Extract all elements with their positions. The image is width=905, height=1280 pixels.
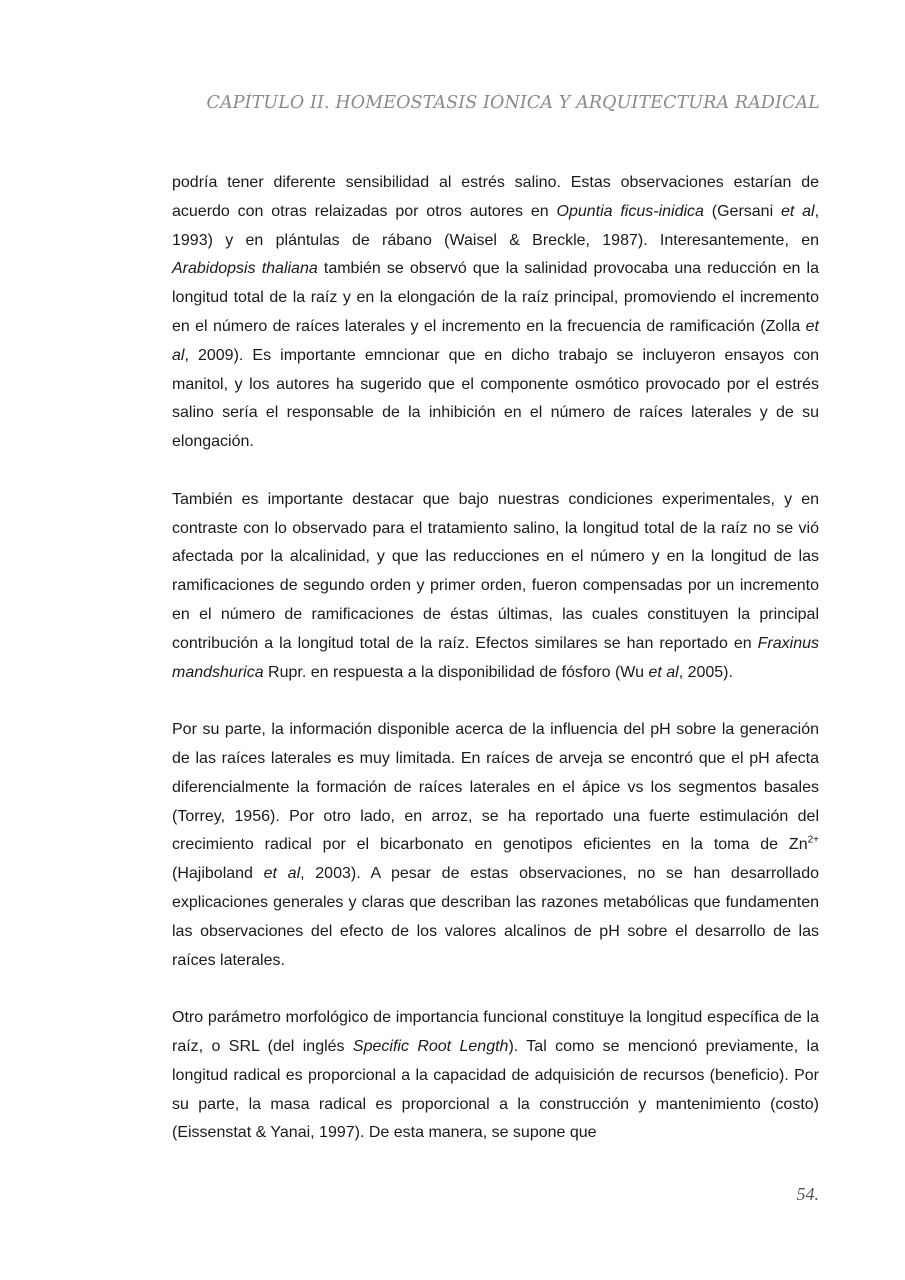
text-run: , 1993) y en plántulas de rábano (Waisel & Breckle, 1987). Interesantemente, en (172, 202, 820, 249)
italic-text: Specific Root Length (352, 1037, 509, 1055)
page-number: 54. (796, 1184, 819, 1204)
paragraph-4 (172, 1004, 819, 1148)
paragraph-2 (172, 486, 819, 688)
running-header: CAPÍTULO II. HOMEOSTASIS IÓNICA Y ARQUITECTURA RADICAL (206, 93, 820, 113)
text-run: ). Tal como se mencionó previamente, la longitud radical es proporcional a la capacidad de adquisición de recursos (beneficio). Por su parte, la masa radical es proporcional a la construcción y mantenimiento (costo) (Eissenstat & Yanai, 1997). De esta manera, se supone que (172, 1037, 819, 1142)
italic-text: Fraxinus mandshurica (172, 634, 819, 681)
italic-text: Arabidopsis thaliana (172, 260, 318, 278)
italic-text: et al (172, 317, 819, 364)
paragraph-3 (172, 716, 819, 975)
paragraph-1 (172, 169, 819, 457)
text-run: también se observó que la salinidad provocaba una reducción en la longitud total de la raíz y en la elongación de la raíz principal, promoviendo el incremento en el número de raíces laterales y el incremento en la frecuencia de ramificación (Zolla (172, 260, 820, 335)
text-run: También es importante destacar que bajo nuestras condiciones experimentales, y en contraste con lo observado para el tratamiento salino, la longitud total de la raíz no se vió afectada por la alcalinidad, y que las reducciones en el número y en la longitud de las ramificaciones de segundo orden y primer orden, fueron compensadas por un incremento en el número de ramificaciones de éstas últimas, las cuales constituyen la principal contribución a la longitud total de la raíz. Efectos similares se han reportado en (172, 490, 819, 652)
italic-text: Opuntia ficus-inidica (556, 202, 704, 220)
text-run: Otro parámetro morfológico de importancia funcional constituye la longitud específica de la raíz, o SRL (del inglés (172, 1009, 819, 1055)
italic-text: et al (780, 202, 815, 220)
italic-text: et al (648, 663, 679, 681)
body-text (172, 169, 819, 1148)
text-run: (Hajiboland (172, 865, 264, 883)
superscript: 2+ (807, 835, 819, 846)
text-run: , 2009). Es importante emncionar que en dicho trabajo se incluyeron ensayos con manitol, y los autores ha sugerido que el componente osmótico provocado por el estrés salino sería el responsable de la inhibición en el número de raíces laterales y de su elongación. (172, 346, 819, 451)
text-run: Por su parte, la información disponible acerca de la influencia del pH sobre la generación de las raíces laterales es muy limitada. En raíces de arveja se encontró que el pH afecta diferencialmente la formación de raíces laterales en el ápice vs los segmentos basales (Torrey, 1956). Por otro lado, en arroz, se ha reportado una fuerte estimulación del crecimiento radical por el bicarbonato en genotipos eficientes en la toma de Zn (172, 721, 819, 854)
italic-text: et al (263, 865, 301, 883)
text-run: , 2003). A pesar de estas observaciones, no se han desarrollado explicaciones generales y claras que describan las razones metabólicas que fundamenten las observaciones del efecto de los valores alcalinos de pH sobre el desarrollo de las raíces laterales. (172, 865, 819, 969)
text-run: , 2005). (678, 663, 733, 681)
text-run: (Gersani (703, 202, 781, 220)
text-run: Rupr. en respuesta a la disponibilidad de fósforo (Wu (263, 663, 649, 681)
text-run: podría tener diferente sensibilidad al estrés salino. Estas observaciones estarían de acuerdo con otras relaizadas por otros autores en (172, 174, 819, 220)
